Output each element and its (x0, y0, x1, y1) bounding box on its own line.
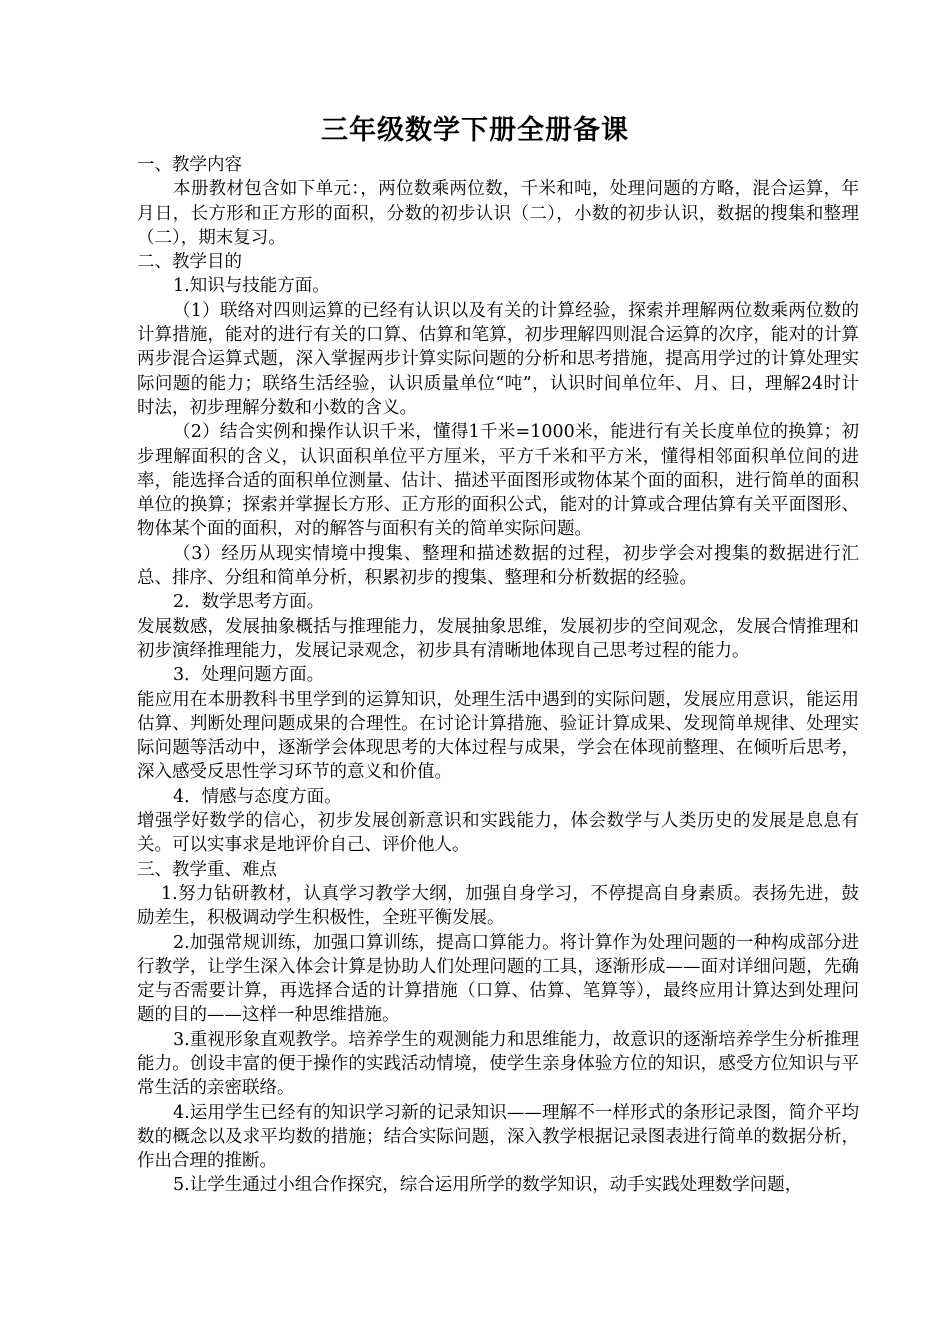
paragraph: （1）联络对四则运算的已经有认识以及有关的计算经验，探索并理解两位数乘两位数的计算措施，能对的进行有关的口算、估算和笔算，初步理解四则混合运算的次序，能对的计算两步混合运算式题，深入掌握两步计算实际问题的分析和思考措施，提高用学过的计算处理实际问题的能力；联络生活经验，认识质量单位“吨”，认识时间单位年、月、日，理解24时计时法，初步理解分数和小数的含义。 (137, 300, 859, 418)
paragraph: 增强学好数学的信心，初步发展创新意识和实践能力，体会数学与人类历史的发展是息息有关。可以实事求是地评价自己、评价他人。 (137, 811, 859, 856)
subheading: 2．数学思考方面。 (173, 592, 325, 613)
subheading: 3．处理问题方面。 (173, 665, 325, 686)
section-heading-keypoints: 三、教学重、难点 (137, 859, 277, 880)
subheading: 4．情感与态度方面。 (173, 786, 342, 807)
paragraph: 3.重视形象直观教学。培养学生的观测能力和思维能力，故意识的逐渐培养学生分析推理能力。创设丰富的便于操作的实践活动情境，使学生亲身体验方位的知识，感受方位知识与平常生活的亲密联络。 (137, 1029, 859, 1099)
document-body (137, 153, 859, 1198)
paragraph: 5.让学生通过小组合作探究，综合运用所学的数学知识，动手实践处理数学问题， (173, 1175, 803, 1196)
document-title: 三年级数学下册全册备课 (321, 115, 629, 146)
paragraph: 本册教材包含如下单元：，两位数乘两位数，千米和吨，处理问题的方略，混合运算，年月日，长方形和正方形的面积，分数的初步认识（二），小数的初步认识，数据的搜集和整理（二），期末复习。 (137, 179, 859, 248)
subheading: 1.知识与技能方面。 (173, 276, 330, 297)
paragraph: 4.运用学生已经有的知识学习新的记录知识——理解不一样形式的条形记录图，简介平均数的概念以及求平均数的措施；结合实际问题，深入教学根据记录图表进行简单的数据分析，作出合理的推断。 (137, 1102, 859, 1172)
paragraph: 发展数感，发展抽象概括与推理能力，发展抽象思维，发展初步的空间观念，发展合情推理和初步演绎推理能力，发展记录观念，初步具有清晰地体现自己思考过程的能力。 (137, 616, 859, 661)
paragraph: 能应用在本册教科书里学到的运算知识，处理生活中遇到的实际问题，发展应用意识，能运用估算、判断处理问题成果的合理性。在讨论计算措施、验证计算成果、发现简单规律、处理实际问题等活动中，逐渐学会体现思考的大体过程与成果，学会在体现前整理、在倾听后思考，深入感受反思性学习环节的意义和价值。 (137, 689, 859, 783)
paragraph: （2）结合实例和操作认识千米，懂得1千米=1000米，能进行有关长度单位的换算；初步理解面积的含义，认识面积单位平方厘米，平方千米和平方米，懂得相邻面积单位间的进率，能选择合适的面积单位测量、估计、描述平面图形或物体某个面的面积，进行简单的面积单位的换算；探索并掌握长方形、正方形的面积公式，能对的计算或合理估算有关平面图形、物体某个面的面积，对的解答与面积有关的简单实际问题。 (137, 422, 859, 540)
paragraph: 1.努力钻研教材，认真学习教学大纲，加强自身学习，不停提高自身素质。表扬先进，鼓励差生，积极调动学生积极性，全班平衡发展。 (137, 883, 859, 929)
section-heading-goals: 二、教学目的 (137, 252, 242, 273)
paragraph: （3）经历从现实情境中搜集、整理和描述数据的过程，初步学会对搜集的数据进行汇总、排序、分组和简单分析，积累初步的搜集、整理和分析数据的经验。 (137, 543, 859, 589)
section-heading-content: 一、教学内容 (137, 155, 242, 175)
paragraph: 2.加强常规训练，加强口算训练，提高口算能力。将计算作为处理问题的一种构成部分进行教学，让学生深入体会计算是协助人们处理问题的工具，逐渐形成——面对详细问题，先确定与否需要计算，再选择合适的计算措施（口算、估算、笔算等），最终应用计算达到处理问题的目的——这样一种思维措施。 (137, 932, 859, 1026)
